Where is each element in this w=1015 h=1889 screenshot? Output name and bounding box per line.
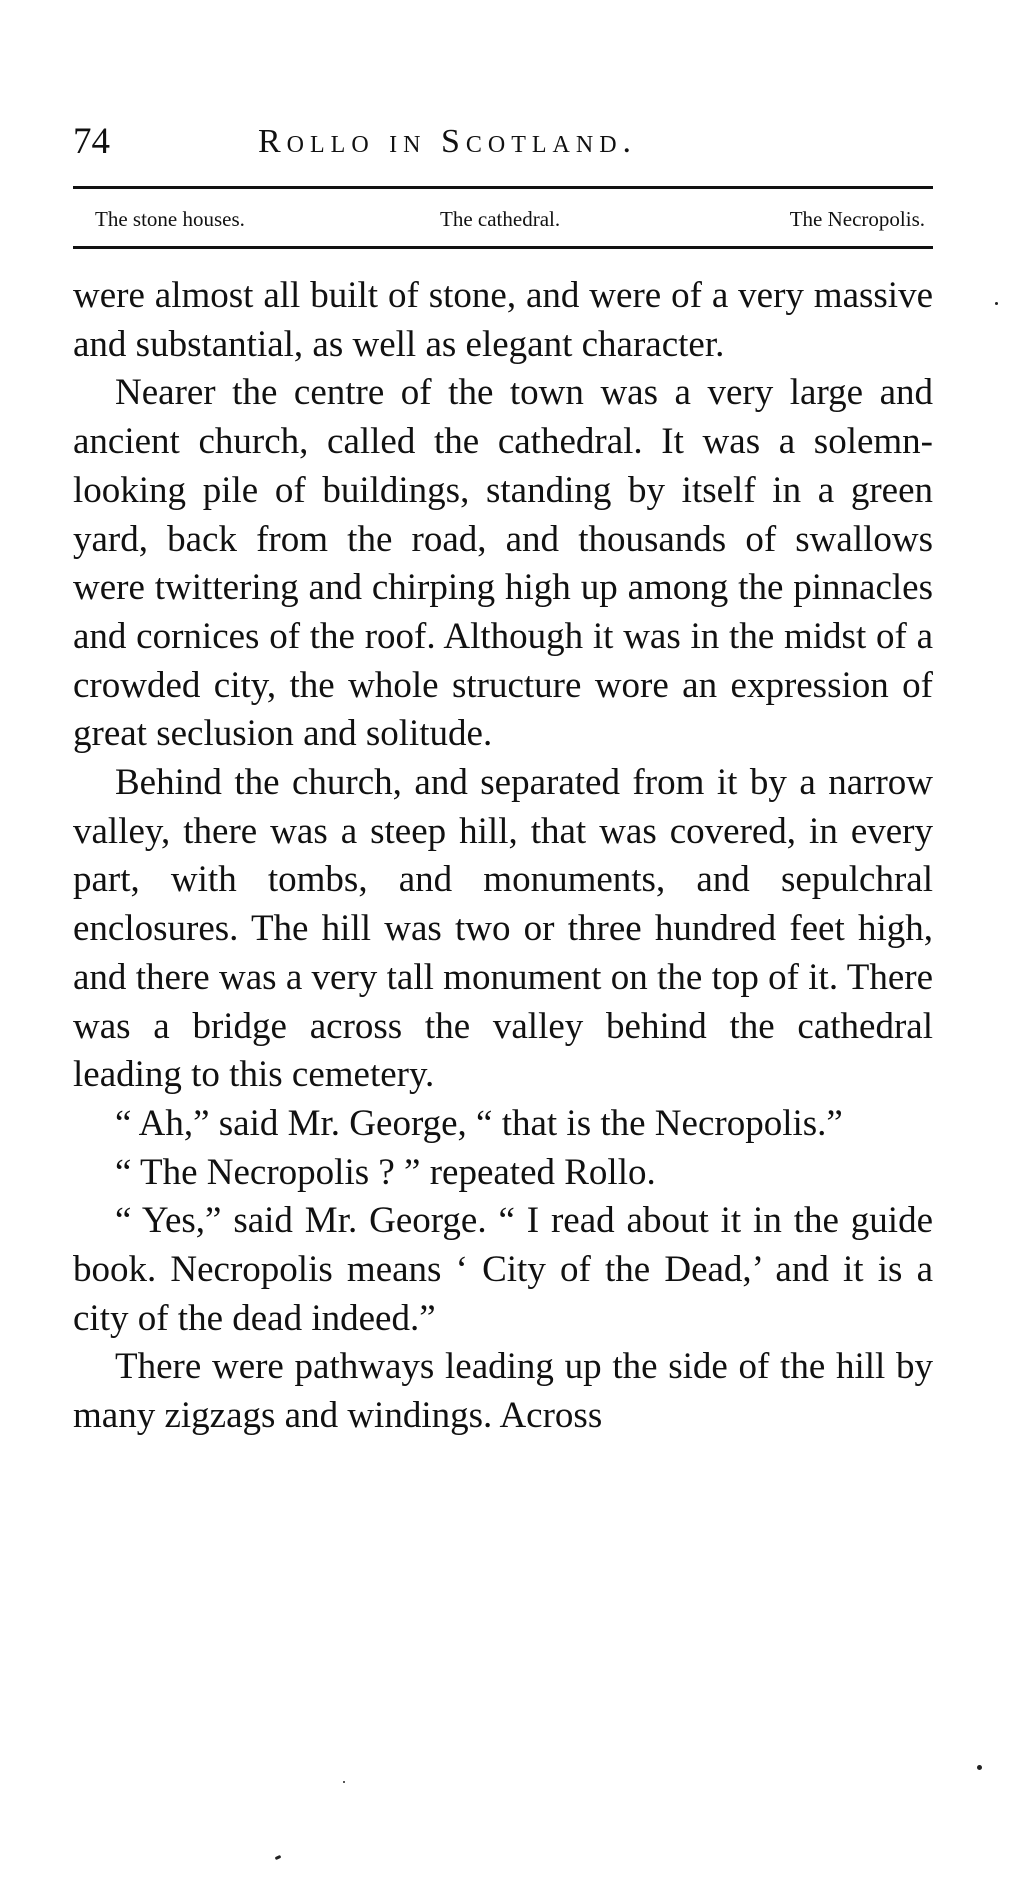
topic-cathedral: The cathedral. — [440, 207, 561, 231]
topic-stone-houses: The stone houses. — [95, 207, 245, 231]
paragraph-dialogue-rollo: “ The Necropolis ? ” repeated Rollo. — [115, 1151, 656, 1193]
running-head — [73, 118, 933, 168]
paragraph-necropolis-hill: Behind the church, and separated from it by a narrow valley, there was a steep hill, that was covered, in every part, with tombs, and monuments, and sepulchral enclosures. The hill was two or three hundred feet high, and there was a very tall monument on the top of it. There was a bridge across the valley behind the cathedral leading to this cemetery. — [73, 762, 933, 1096]
ink-speck — [995, 302, 998, 305]
body-text — [73, 272, 933, 1441]
ink-speck — [275, 1855, 282, 1860]
ink-speck — [343, 1781, 345, 1783]
paragraph-dialogue-ah: “ Ah,” said Mr. George, “ that is the Necropolis.” — [115, 1102, 843, 1144]
page-number: 74 — [73, 121, 110, 162]
header-rule-top — [73, 186, 933, 189]
topic-necropolis: The Necropolis. — [789, 207, 925, 231]
topic-line — [95, 205, 925, 233]
header-rule-bottom — [73, 246, 933, 249]
paragraph-pathways: There were pathways leading up the side of the hill by many zigzags and windings. Across — [73, 1346, 933, 1437]
paragraph-stone-houses: were almost all built of stone, and were of a very massive and substantial, as well as elegant character. — [73, 275, 933, 365]
paragraph-cathedral: Nearer the centre of the town was a very large and ancient church, called the cathedral. It was a solemn-looking pile of buildings, standing by itself in a green yard, back from the road, and thousands of swallows were twittering and chirping high up among the pinnacles and cornices of the roof. Although it was in the midst of a crowded city, the whole structure wore an expression of great seclusion and solitude. — [73, 372, 933, 755]
ink-speck — [977, 1765, 982, 1770]
paragraph-dialogue-yes: “ Yes,” said Mr. George. “ I read about it in the guide book. Necropolis means ‘ City of the Dead,’ and it is a city of the dead indeed.” — [73, 1200, 933, 1339]
book-title: Rollo in Scotland. — [258, 123, 638, 160]
